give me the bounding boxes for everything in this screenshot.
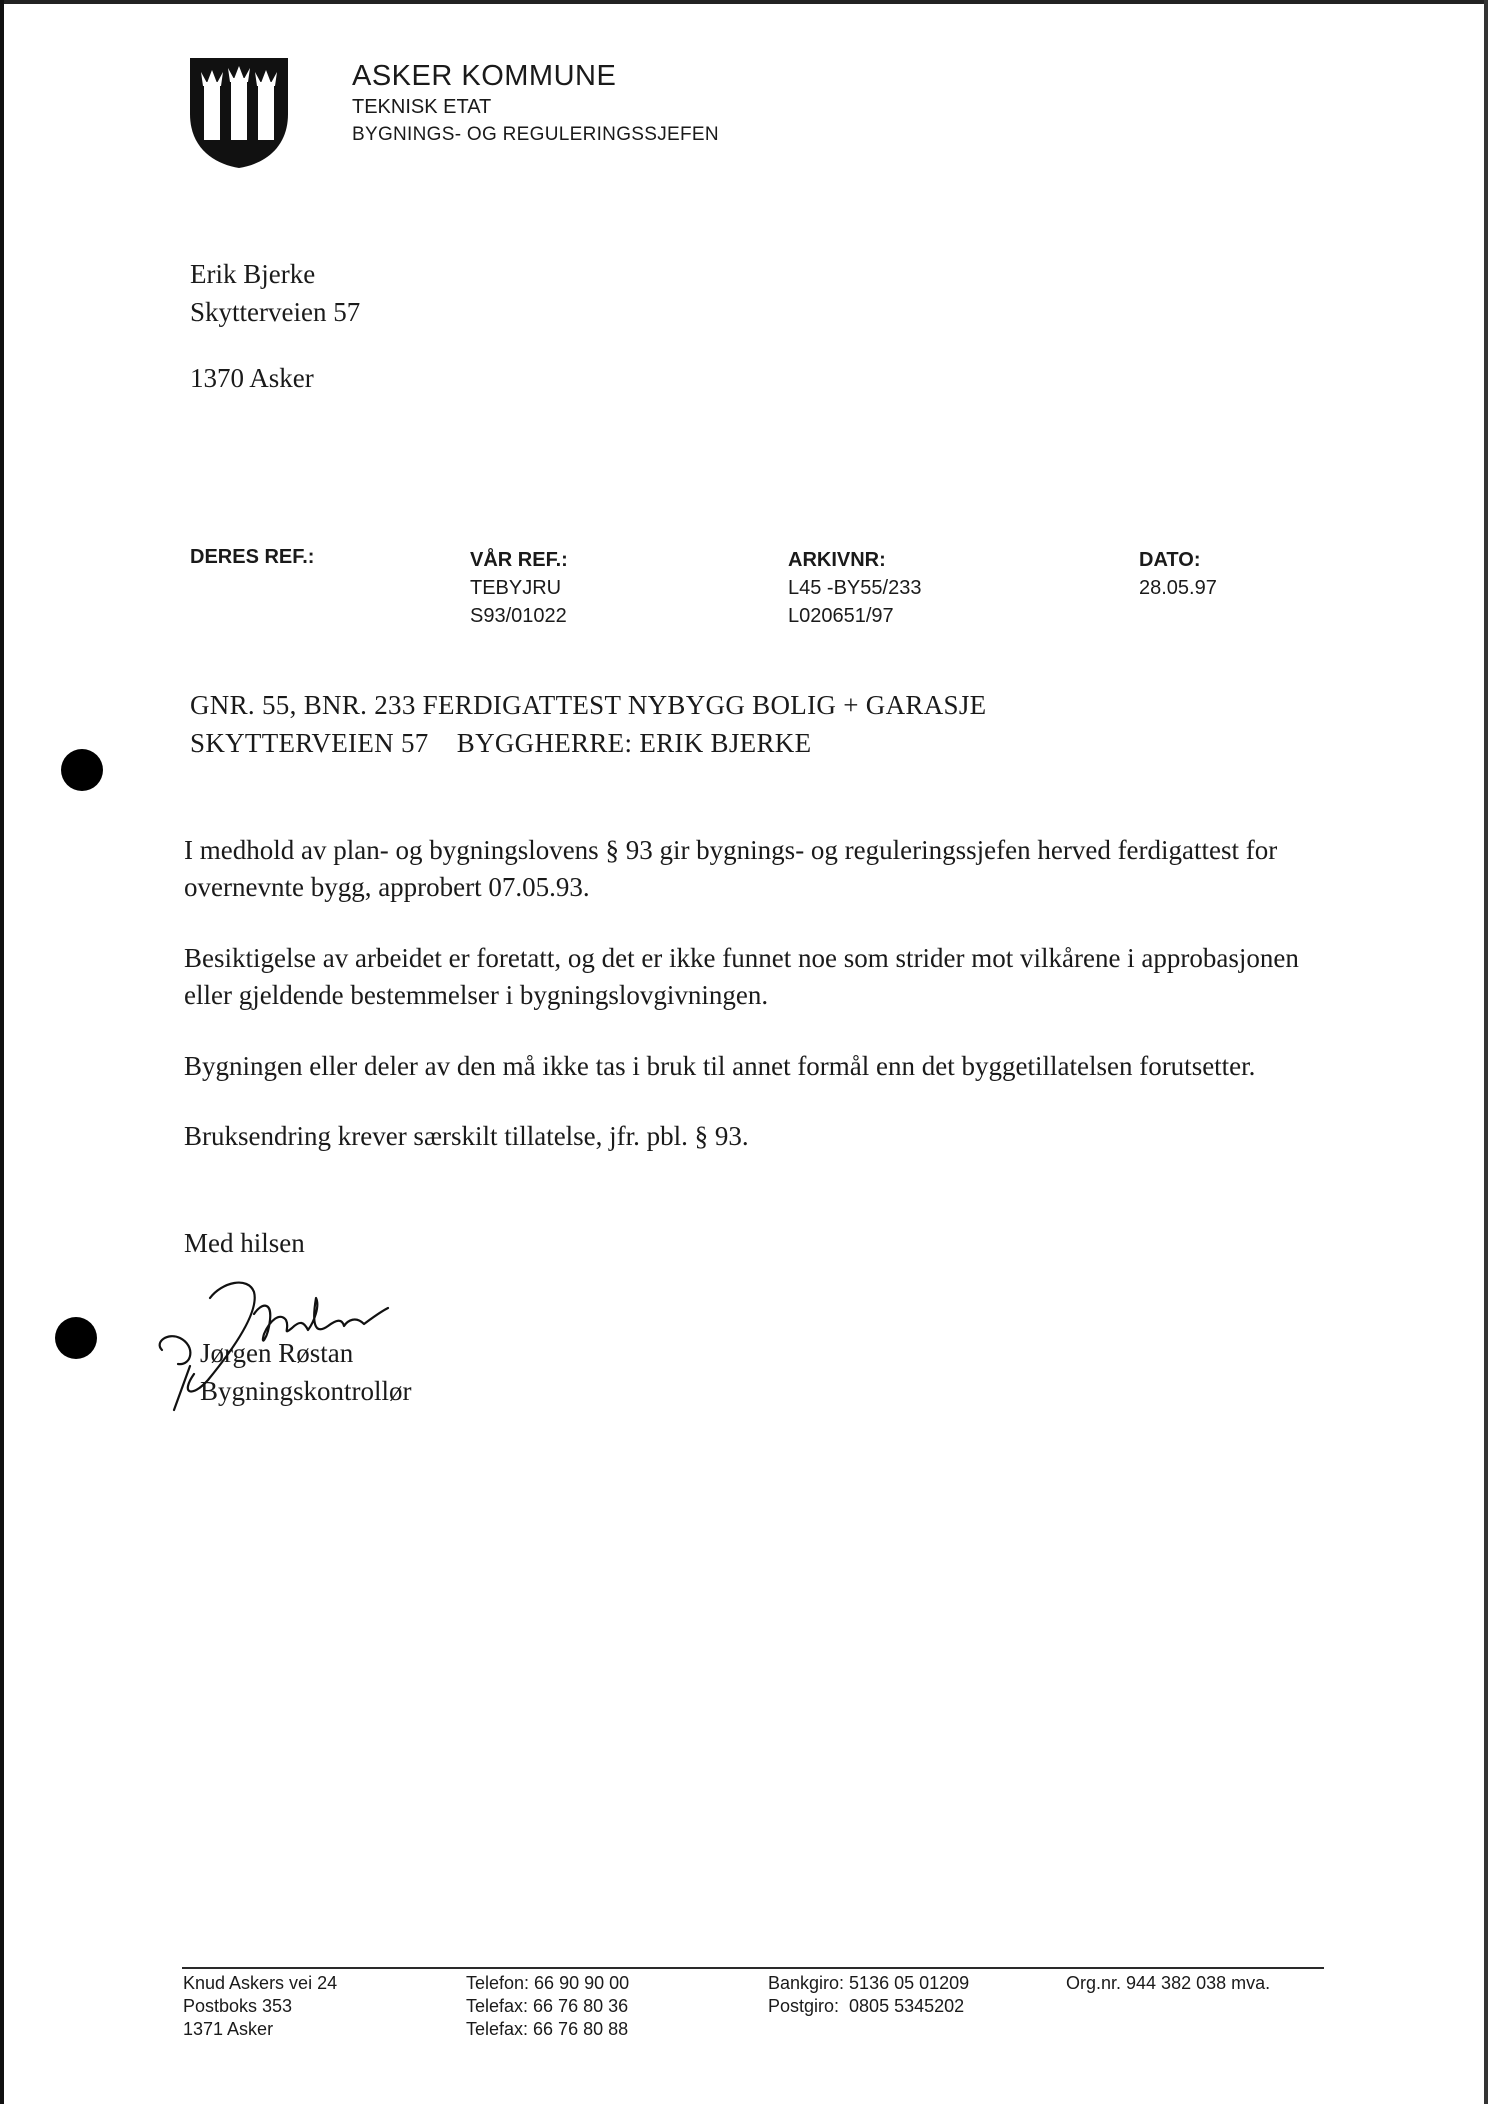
arkivnr-block (788, 546, 921, 630)
handwritten-signature (150, 1262, 400, 1422)
footer-orgnr: Org.nr. 944 382 038 mva. (1066, 1973, 1271, 1993)
var-ref-label: VÅR REF.: (470, 549, 568, 571)
recipient-street: Skytterveien 57 (190, 297, 361, 327)
department-name: TEKNISK ETAT (352, 96, 492, 118)
arkivnr-line1: L45 -BY55/233 (788, 577, 922, 599)
org-name: ASKER KOMMUNE (352, 60, 617, 92)
body-paragraph-1: I medhold av plan- og bygningslovens § 93 gir bygnings- og reguleringssjefen herved ferdigattest for overnevnte bygg, approbert 07.05.93. (184, 835, 1278, 902)
scan-edge-right (1484, 0, 1488, 2104)
recipient-address (190, 255, 360, 397)
var-ref-block (470, 546, 568, 630)
closing-greeting: Med hilsen (184, 1228, 305, 1258)
deres-ref-block (190, 546, 314, 569)
footer-address: Knud Askers vei 24 Postboks 353 1371 Asker (183, 1973, 338, 2039)
arkivnr-line2: L020651/97 (788, 605, 894, 627)
dato-block (1139, 546, 1217, 602)
scan-edge-left (0, 0, 4, 2104)
scan-edge-top (0, 0, 1488, 4)
dato-label: DATO: (1139, 549, 1201, 571)
body-paragraph-4: Bruksendring krever særskilt tillatelse, jfr. pbl. § 93. (184, 1121, 749, 1151)
body-paragraph-3: Bygningen eller deler av den må ikke tas i bruk til annet formål enn det byggetillatelsen forutsetter. (184, 1051, 1256, 1081)
footer-giro: Bankgiro: 5136 05 01209 Postgiro: 0805 5345202 (768, 1973, 970, 2016)
dato-value: 28.05.97 (1139, 577, 1217, 599)
signer-title: Bygningskontrollør (200, 1376, 412, 1406)
punch-hole-lower (55, 1317, 97, 1359)
deres-ref-label: DERES REF.: (190, 546, 315, 568)
var-ref-line1: TEBYJRU (470, 577, 562, 599)
office-name: BYGNINGS- OG REGULERINGSSJEFEN (352, 124, 719, 145)
body-paragraph-2: Besiktigelse av arbeidet er foretatt, og det er ikke funnet noe som strider mot vilkårene i approbasjonen eller gjeldende bestemmelser i bygningslovgivningen. (184, 943, 1299, 1010)
signer-name: Jørgen Røstan (200, 1338, 354, 1368)
footer-divider (182, 1967, 1324, 1969)
asker-coat-of-arms-icon (188, 56, 290, 170)
var-ref-line2: S93/01022 (470, 605, 567, 627)
subject-heading (190, 686, 986, 762)
recipient-name: Erik Bjerke (190, 259, 316, 289)
recipient-postal-city: 1370 Asker (190, 363, 314, 393)
footer-phones: Telefon: 66 90 90 00 Telefax: 66 76 80 36 Telefax: 66 76 80 88 (466, 1973, 630, 2039)
subject-line2: SKYTTERVEIEN 57 BYGGHERRE: ERIK BJERKE (190, 728, 812, 758)
subject-line1: GNR. 55, BNR. 233 FERDIGATTEST NYBYGG BOLIG + GARASJE (190, 690, 987, 720)
arkivnr-label: ARKIVNR: (788, 549, 886, 571)
punch-hole-upper (61, 749, 103, 791)
